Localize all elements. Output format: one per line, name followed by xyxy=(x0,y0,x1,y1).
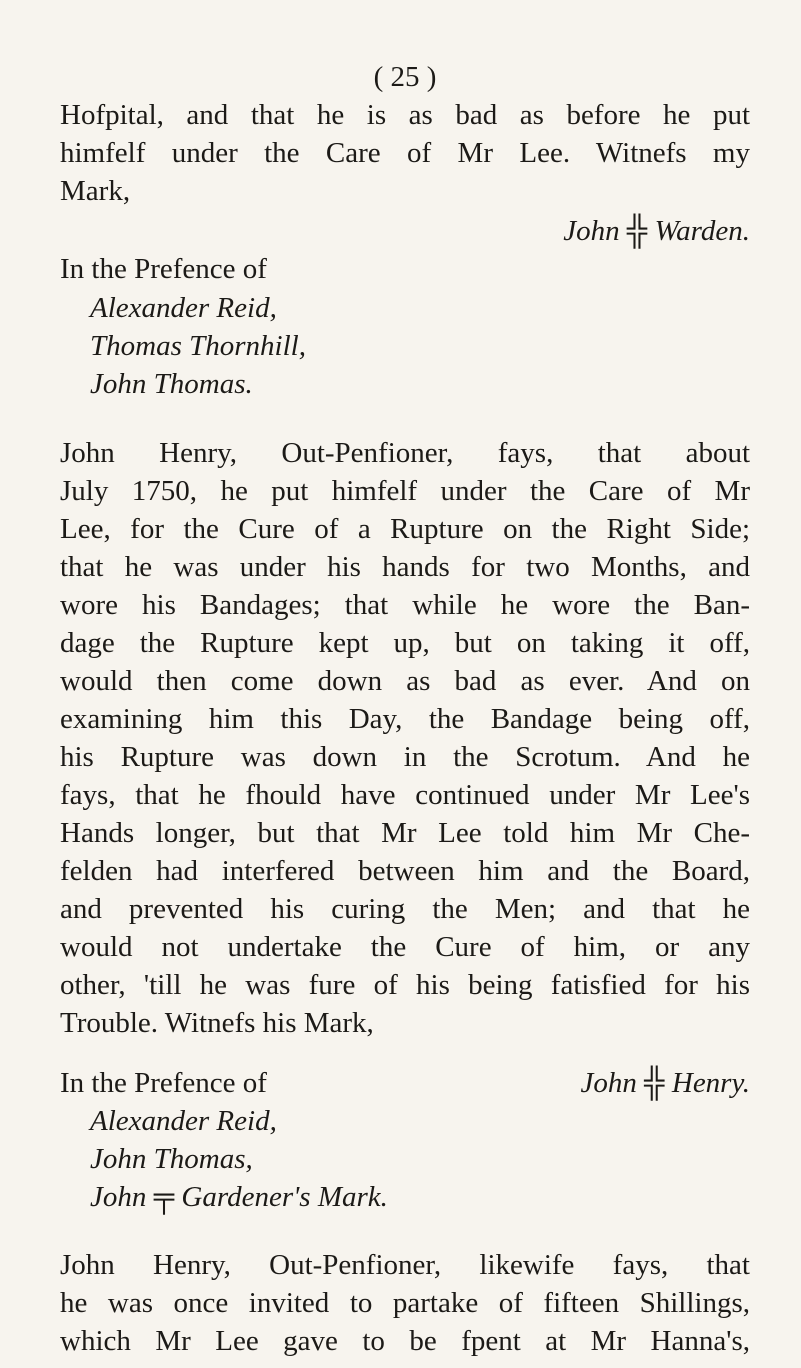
text-line: July 1750, he put himfelf under the Care of Mr xyxy=(60,475,750,507)
witness-name: John Thomas, xyxy=(90,1143,253,1175)
signature-text: John ╬ Warden. xyxy=(563,215,750,247)
text-line: Mark, xyxy=(60,175,131,207)
presence-row xyxy=(60,1064,750,1102)
text-line: would not undertake the Cure of him, or any xyxy=(60,931,750,963)
presence-label: In the Prefence of xyxy=(60,253,267,285)
text-line: wore his Bandages; that while he wore the Ban- xyxy=(60,589,750,621)
text-line: Trouble. Witnefs his Mark, xyxy=(60,1007,374,1039)
witness-name: Thomas Thornhill, xyxy=(90,330,306,362)
text-line: would then come down as bad as ever. And on xyxy=(60,665,750,697)
text-line: which Mr Lee gave to be fpent at Mr Hanna's, xyxy=(60,1325,750,1357)
text-line: his Rupture was down in the Scrotum. And he xyxy=(60,741,750,773)
text-line: felden had interfered between him and the Board, xyxy=(60,855,750,887)
page-number: ( 25 ) xyxy=(373,61,437,93)
text-line: he was once invited to partake of fifteen Shillings, xyxy=(60,1287,750,1319)
text-line: Hands longer, but that Mr Lee told him Mr Che- xyxy=(60,817,750,849)
text-line: John Henry, Out-Penfioner, likewife fays, that xyxy=(60,1249,750,1281)
text-line: Lee, for the Cure of a Rupture on the Right Side; xyxy=(60,513,750,545)
text-line: Hofpital, and that he is as bad as before he put xyxy=(60,99,750,131)
signature-mark xyxy=(60,212,750,250)
text-line: John Henry, Out-Penfioner, fays, that about xyxy=(60,437,750,469)
text-line: and prevented his curing the Men; and that he xyxy=(60,893,750,925)
text-line: fays, that he fhould have continued under Mr Lee's xyxy=(60,779,750,811)
witness-name: John Thomas. xyxy=(90,368,253,400)
presence-label: In the Prefence of xyxy=(60,1067,267,1099)
text-line: himfelf under the Care of Mr Lee. Witnefs my xyxy=(60,137,750,169)
signature-text: John ╬ Henry. xyxy=(580,1067,750,1099)
text-line: dage the Rupture kept up, but on taking it off, xyxy=(60,627,750,659)
text-line: that he was under his hands for two Months, and xyxy=(60,551,750,583)
text-line: examining him this Day, the Bandage being off, xyxy=(60,703,750,735)
witness-name: Alexander Reid, xyxy=(90,1105,277,1137)
witness-name: Alexander Reid, xyxy=(90,292,277,324)
witness-name: John ╤ Gardener's Mark. xyxy=(90,1181,388,1213)
text-line: other, 'till he was fure of his being fatisfied for his xyxy=(60,969,750,1001)
